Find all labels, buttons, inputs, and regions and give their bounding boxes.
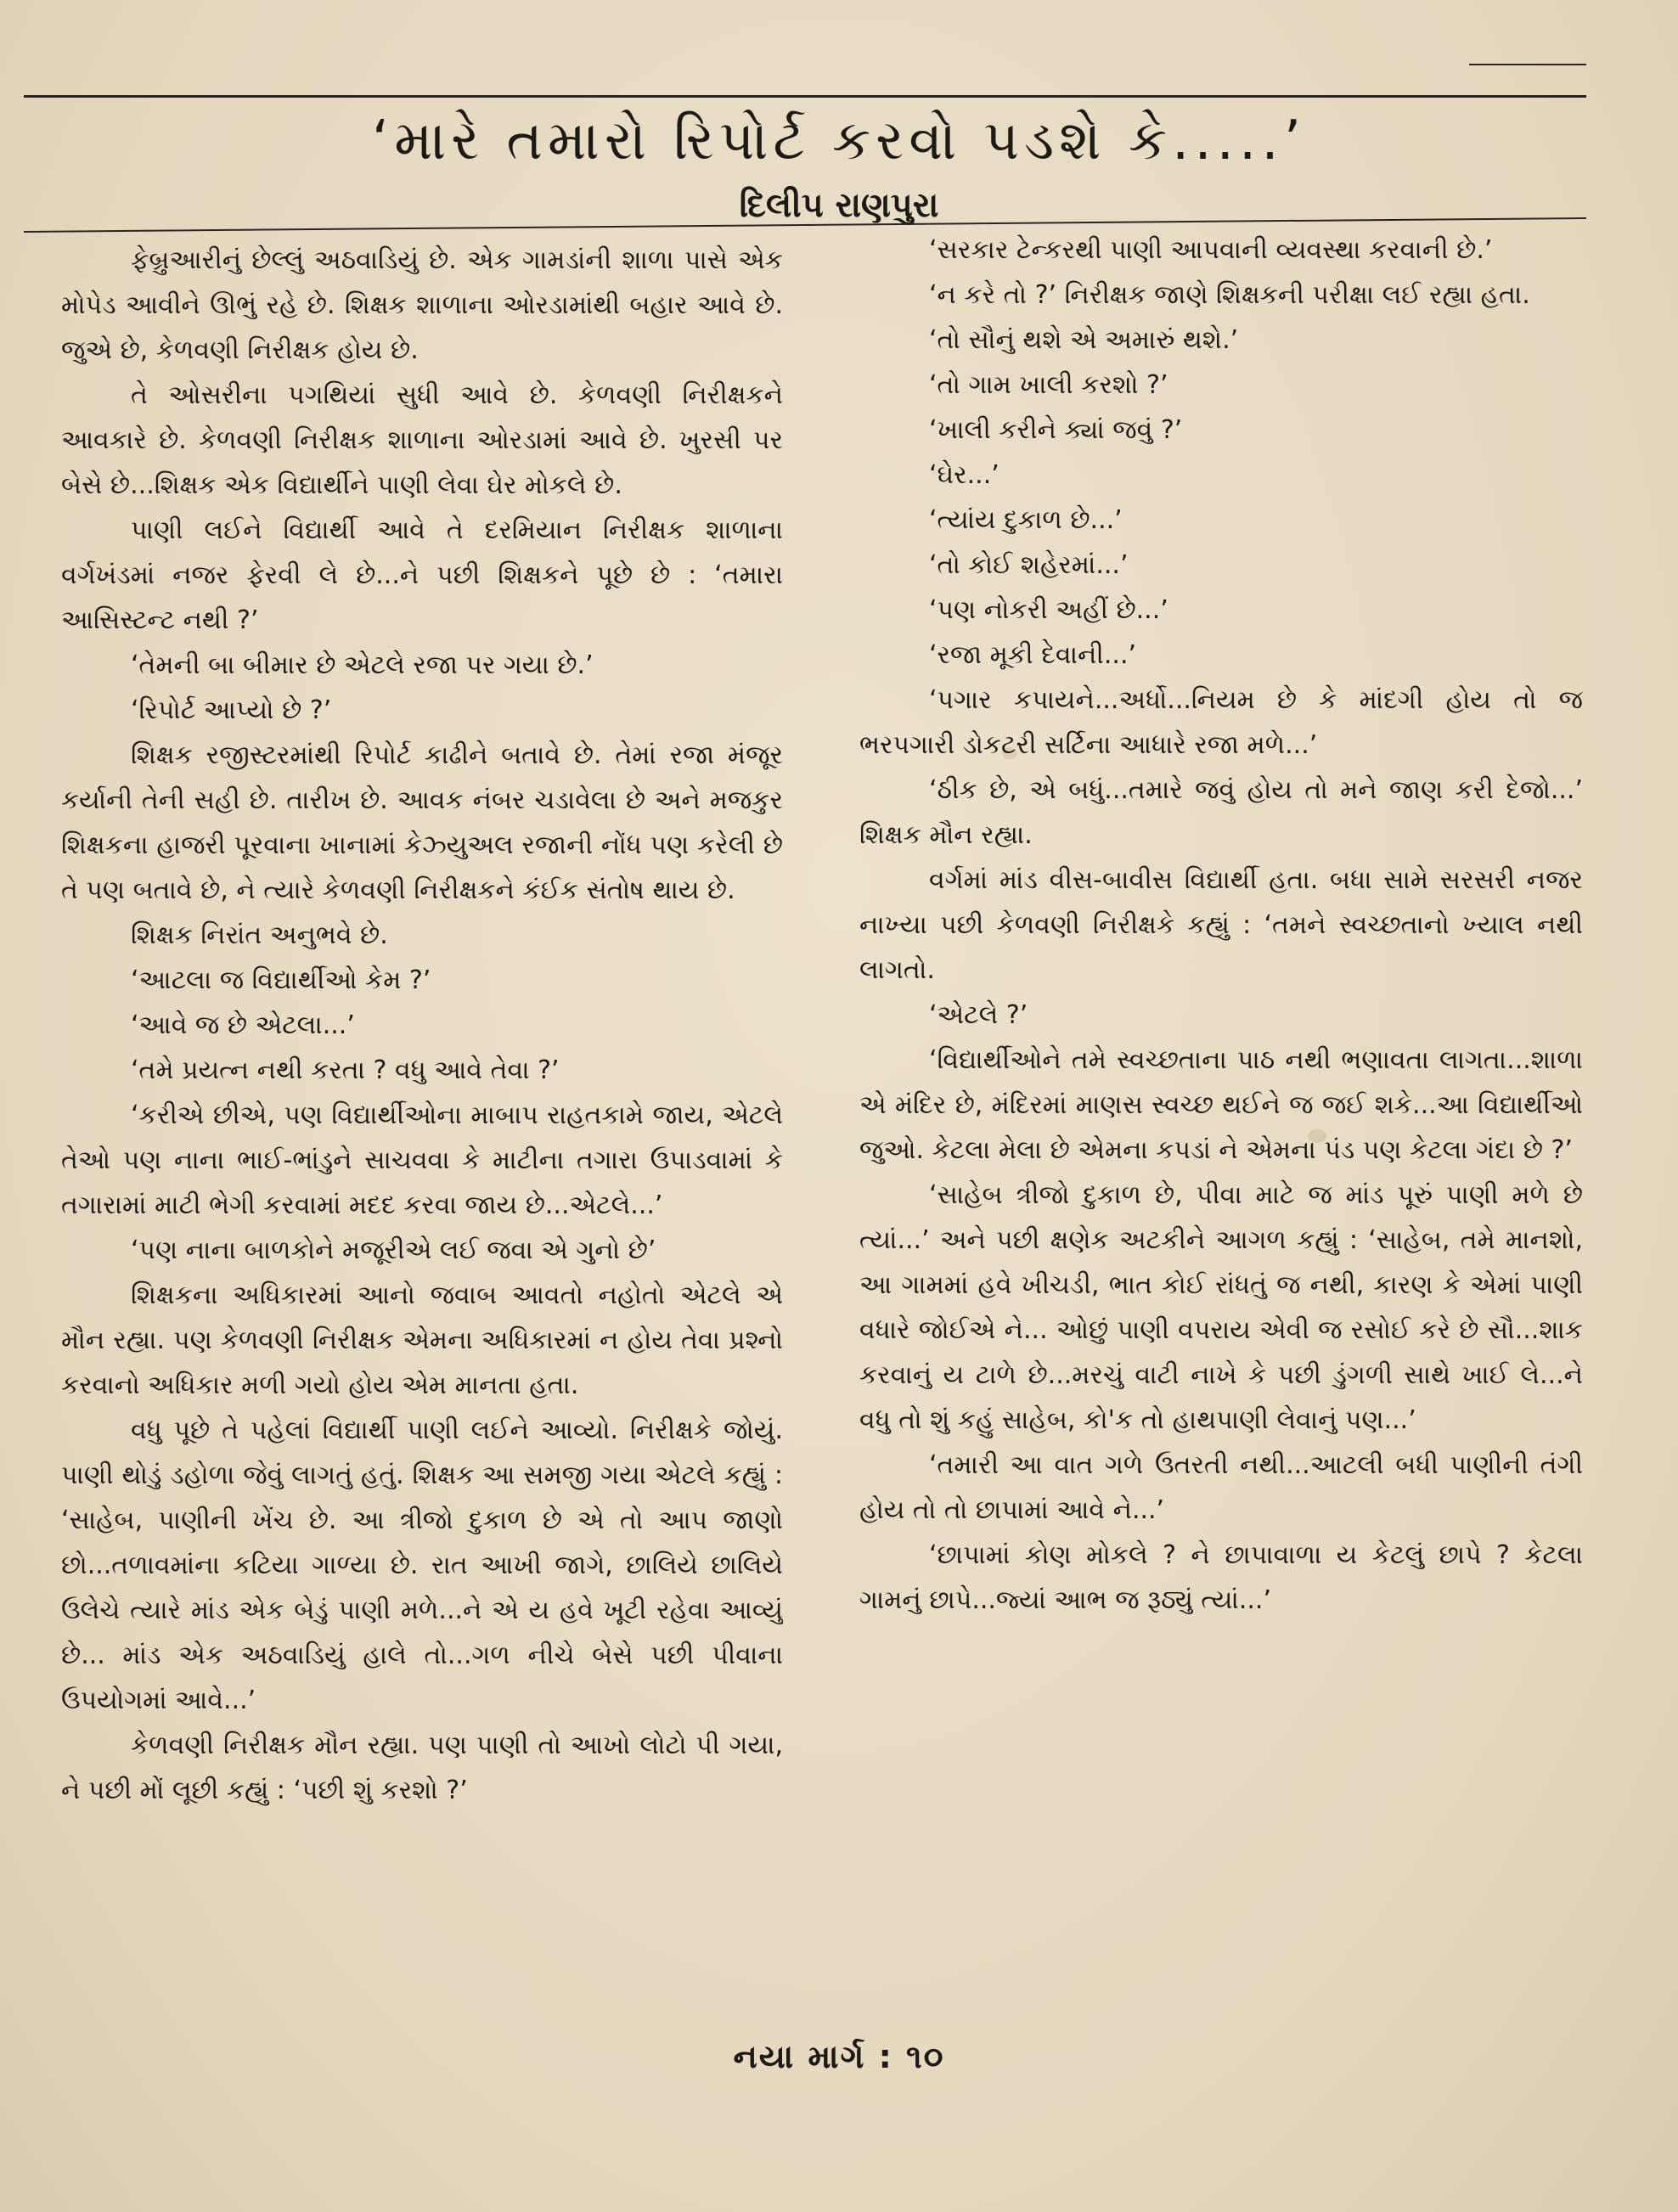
paragraph: ‘રજા મૂકી દેવાની...’ [929,640,1137,670]
right-column [859,228,1583,2028]
paragraph: શિક્ષકના અધિકારમાં આનો જવાબ આવતો નહોતો એટલે એ મૌન રહ્યા. પણ કેળવણી નિરીક્ષક એમના અધિકારમાં ન હોય તેવા પ્રશ્નો કરવાનો અધિકાર મળી ગયો હોય એમ માનતા હતા. [61,1280,783,1400]
paragraph: ‘એટલે ?’ [929,1000,1028,1030]
paragraph: ‘કરીએ છીએ, પણ વિદ્યાર્થીઓના માબાપ રાહતકામે જાય, એટલે તેઓ પણ નાના ભાઈ-ભાંડુને સાચવવા કે માટીના તગારા ઉપાડવામાં કે તગારામાં માટી ભેગી કરવામાં મદદ કરવા જાય છે...એટલે...’ [61,1100,783,1220]
paragraph: ‘વિદ્યાર્થીઓને તમે સ્વચ્છતાના પાઠ નથી ભણાવતા લાગતા...શાળા એ મંદિર છે, મંદિરમાં માણસ સ્વચ્છ થઈને જ જઈ શકે...આ વિદ્યાર્થીઓ જુઓ. કેટલા મેલા છે એમના કપડાં ને એમના પંડ પણ કેટલા ગંદા છે ?’ [859,1045,1583,1165]
paragraph: ‘પણ નાના બાળકોને મજૂરીએ લઈ જવા એ ગુનો છે’ [131,1235,656,1265]
paragraph: ફેબ્રુઆરીનું છેલ્લું અઠવાડિયું છે. એક ગામડાંની શાળા પાસે એક મોપેડ આવીને ઊભું રહે છે. શિક્ષક શાળાના ઓરડામાંથી બહાર આવે છે. જુએ છે, કેળવણી નિરીક્ષક હોય છે. [61,245,783,365]
paragraph: કેળવણી નિરીક્ષક મૌન રહ્યા. પણ પાણી તો આખો લોટો પી ગયા, ને પછી મોં લૂછી કહ્યું : ‘પછી શું કરશો ?’ [61,1731,783,1805]
paragraph: ‘આટલા જ વિદ્યાર્થીઓ કેમ ?’ [131,965,431,995]
paragraph: વધુ પૂછે તે પહેલાં વિદ્યાર્થી પાણી લઈને આવ્યો. નિરીક્ષકે જોયું. પાણી થોડું ડહોળા જેવું લાગતું હતું. શિક્ષક આ સમજી ગયા એટલે કહ્યું : ‘સાહેબ, પાણીની ખેંચ છે. આ ત્રીજો દુકાળ છે એ તો આપ જાણો છો...તળાવમાંના કટિયા ગાળ્યા છે. રાત આખી જાગે, છાલિયે છાલિયે ઉલેચે ત્યારે માંડ એક બેડું પાણી મળે...ને એ ય હવે ખૂટી રહેવા આવ્યું છે... માંડ એક અઠવાડિયું હાલે તો...ગળ નીચે બેસે પછી પીવાના ઉપયોગમાં આવે...’ [61,1416,783,1715]
paragraph: ‘ખાલી કરીને ક્યાં જવું ?’ [929,415,1183,445]
left-column [61,238,783,2038]
paragraph: ‘સરકાર ટેન્કરથી પાણી આપવાની વ્યવસ્થા કરવાની છે.’ [929,235,1493,265]
paragraph: ‘છાપામાં કોણ મોકલે ? ને છાપાવાળા ય કેટલું છાપે ? કેટલા ગામનું છાપે...જ્યાં આભ જ રૂઠ્યું ત્યાં...’ [859,1540,1583,1615]
paragraph: વર્ગમાં માંડ વીસ-બાવીસ વિદ્યાર્થી હતા. બધા સામે સરસરી નજર નાખ્યા પછી કેળવણી નિરીક્ષકે કહ્યું : ‘તમને સ્વચ્છતાનો ખ્યાલ નથી લાગતો. [859,865,1583,985]
paragraph: ‘આવે જ છે એટલા...’ [131,1010,355,1040]
paragraph: ‘સાહેબ ત્રીજો દુકાળ છે, પીવા માટે જ માંડ પૂરું પાણી મળે છે ત્યાં...’ અને પછી ક્ષણેક અટકીને આગળ કહ્યું : ‘સાહેબ, તમે માનશો, આ ગામમાં હવે ખીચડી, ભાત કોઈ રાંધતું જ નથી, કારણ કે એમાં પાણી વધારે જોઈએ ને... ઓછું પાણી વપરાય એવી જ રસોઈ કરે છે સૌ...શાક કરવાનું ય ટાળે છે...મરચું વાટી નાખે કે પછી ડુંગળી સાથે ખાઈ લે...ને વધુ તો શું કહું સાહેબ, કો'ક તો હાથપાણી લેવાનું પણ...’ [859,1180,1583,1435]
paragraph: ‘ઠીક છે, એ બધું...તમારે જવું હોય તો મને જાણ કરી દેજો...’ શિક્ષક મૌન રહ્યા. [859,775,1583,850]
paragraph: ‘ઘેર...’ [929,460,999,490]
article-author: દિલીપ રાણપુરા [739,186,939,225]
paragraph: ‘ન કરે તો ?’ નિરીક્ષક જાણે શિક્ષકની પરીક્ષા લઈ રહ્યા હતા. [929,280,1530,310]
paragraph: શિક્ષક રજીસ્ટરમાંથી રિપોર્ટ કાઢીને બતાવે છે. તેમાં રજા મંજૂર કર્યાની તેની સહી છે. તારીખ છે. આવક નંબર ચડાવેલા છે અને મજકુર શિક્ષકના હાજરી પૂરવાના ખાનામાં કેઝ્યુઅલ રજાની નોંધ પણ કરેલી છે તે પણ બતાવે છે, ને ત્યારે કેળવણી નિરીક્ષકને કંઈક સંતોષ થાય છે. [61,740,783,905]
paragraph: પાણી લઈને વિદ્યાર્થી આવે તે દરમિયાન નિરીક્ષક શાળાના વર્ગખંડમાં નજર ફેરવી લે છે...ને પછી શિક્ષકને પૂછે છે : ‘તમારા આસિસ્ટન્ટ નથી ?’ [61,515,783,635]
paragraph: ‘તો સૌનું થશે એ અમારું થશે.’ [929,325,1239,355]
paragraph: ‘તો ગામ ખાલી કરશો ?’ [929,370,1168,400]
paragraph: ‘તમે પ્રયત્ન નથી કરતા ? વધુ આવે તેવા ?’ [131,1055,560,1085]
header-rule-right [1469,64,1586,65]
paragraph: શિક્ષક નિરાંત અનુભવે છે. [131,920,388,950]
page-footer: નયા માર્ગ : ૧૦ [733,2038,945,2075]
paragraph: ‘રિપોર્ટ આપ્યો છે ?’ [131,695,332,725]
paragraph: ‘ત્યાંય દુકાળ છે...’ [929,505,1123,535]
article-title: ‘મારે તમારો રિપોર્ટ કરવો પડશે કે.....’ [371,110,1307,172]
header-rule [24,95,1586,98]
paragraph: ‘પગાર કપાયને...અર્ધો...નિયમ છે કે માંદગી હોય તો જ ભરપગારી ડોકટરી સર્ટિના આધારે રજા મળે...’ [859,685,1583,760]
paragraph: ‘તમારી આ વાત ગળે ઉતરતી નથી...આટલી બધી પાણીની તંગી હોય તો તો છાપામાં આવે ને...’ [859,1450,1583,1525]
paragraph: ‘તો કોઈ શહેરમાં...’ [929,550,1129,580]
paragraph: ‘પણ નોકરી અહીં છે...’ [929,595,1168,625]
paragraph: તે ઓસરીના પગથિયાં સુધી આવે છે. કેળવણી નિરીક્ષકને આવકારે છે. કેળવણી નિરીક્ષક શાળાના ઓરડામાં આવે છે. ખુરસી પર બેસે છે...શિક્ષક એક વિદ્યાર્થીને પાણી લેવા ઘેર મોકલે છે. [61,380,783,500]
paragraph: ‘તેમની બા બીમાર છે એટલે રજા પર ગયા છે.’ [131,650,594,680]
